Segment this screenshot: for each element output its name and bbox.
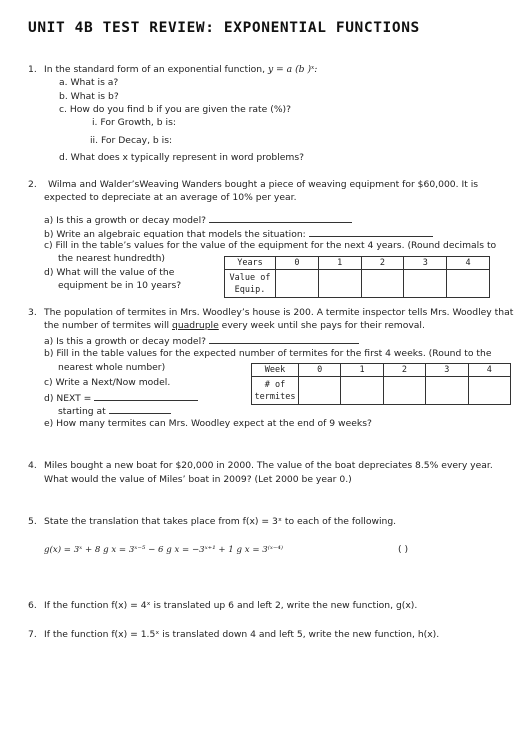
q1-part-a: a. What is a? (59, 77, 119, 88)
q3-table-cell[interactable] (426, 377, 468, 405)
q1-number: 1. (28, 64, 37, 75)
q7-number: 7. (28, 629, 37, 640)
q3-table-cell[interactable] (299, 377, 341, 405)
q2-table-row-label-1: Value of (229, 272, 271, 283)
q3-table-row-label-2: termites (254, 391, 296, 402)
q2-table-cell[interactable] (361, 270, 404, 298)
q3-part-d-text: d) NEXT = (44, 393, 92, 404)
q2-part-d-line2: equipment be in 10 years? (58, 280, 182, 291)
q2-table-cell[interactable] (276, 270, 319, 298)
q2-table-cell[interactable] (447, 270, 490, 298)
q2-part-d-line1: d) What will the value of the (44, 267, 175, 278)
q3-answer-blank-next[interactable] (94, 391, 198, 401)
q5-functions: g(x) = 3ˣ + 8 g x = 3ˣ⁻⁵ − 6 g x = −3ˣ⁺¹ + 1 g x = 3⁽ˣ⁻⁴⁾ (44, 545, 283, 555)
q5-stem: State the translation that takes place from f(x) = 3ˣ to each of the following. (44, 516, 397, 527)
q2-table-cell[interactable] (404, 270, 447, 298)
q2-answer-blank-b[interactable] (309, 227, 433, 237)
q3-part-c: c) Write a Next/Now model. (44, 377, 171, 388)
q2-table-col-4: 4 (447, 257, 490, 270)
q2-line2: expected to depreciate at an average of 10% per year. (44, 192, 297, 203)
q2-part-c-line1: c) Fill in the table’s values for the value of the equipment for the next 4 years. (Round decimals to (44, 240, 497, 251)
q2-table-row-label (225, 270, 276, 298)
q1-part-b: b. What is b? (59, 91, 119, 102)
q2-answer-blank-a[interactable] (209, 213, 352, 223)
q3-part-b-line2: nearest whole number) (58, 362, 166, 373)
q6-text: If the function f(x) = 4ˣ is translated up 6 and left 2, write the new function, g(x). (44, 600, 418, 611)
q3-table-cell[interactable] (468, 377, 510, 405)
q5-paren: ( ) (398, 544, 409, 555)
q3-number: 3. (28, 307, 37, 318)
q2-part-c-line2: the nearest hundredth) (58, 253, 166, 264)
q2-table (224, 256, 490, 298)
q2-number: 2. (28, 179, 37, 190)
q3-table-cell[interactable] (383, 377, 425, 405)
q2-table-col-2: 2 (361, 257, 404, 270)
q1-stem-text: In the standard form of an exponential function, (44, 64, 266, 75)
q6-number: 6. (28, 600, 37, 611)
q3-line2-post: every week until she pays for their removal. (218, 320, 425, 331)
q2-part-a (44, 213, 352, 227)
q2-table-cell[interactable] (318, 270, 361, 298)
q3-table-col-2: 2 (383, 364, 425, 377)
q3-table-row-label-1: # of (264, 379, 286, 390)
q3-part-e: e) How many termites can Mrs. Woodley expect at the end of 9 weeks? (44, 418, 372, 429)
q3-table-col-4: 4 (468, 364, 510, 377)
q3-table-col-1: 1 (341, 364, 383, 377)
q3-line2 (44, 320, 425, 332)
q2-table-col-0: 0 (276, 257, 319, 270)
q3-table-header-label: Week (252, 364, 299, 377)
q4-number: 4. (28, 460, 37, 471)
q2-table-col-1: 1 (318, 257, 361, 270)
q2-part-b-text: b) Write an algebraic equation that models the situation: (44, 229, 306, 240)
q3-line1: The population of termites in Mrs. Woodley’s house is 200. A termite inspector tells Mrs. Woodley that (44, 307, 514, 318)
q3-part-d (44, 391, 198, 405)
q2-part-b (44, 227, 433, 241)
q3-line2-underlined: quadruple (171, 320, 219, 331)
q3-part-a (44, 334, 359, 348)
q3-line2-pre: the number of termites will (44, 320, 172, 331)
q1-part-c-ii: ii. For Decay, b is: (90, 135, 173, 146)
q3-table-cell[interactable] (341, 377, 383, 405)
q3-table-col-3: 3 (426, 364, 468, 377)
q3-part-d-start (58, 404, 171, 418)
q1-part-d: d. What does x typically represent in word problems? (59, 152, 305, 163)
q1-formula: y = a (b )ˣ: (267, 64, 318, 75)
q2-part-a-text: a) Is this a growth or decay model? (44, 215, 207, 226)
q3-answer-blank-start[interactable] (109, 404, 171, 414)
q2-table-col-3: 3 (404, 257, 447, 270)
q2-table-header-label: Years (225, 257, 276, 270)
q1-part-c: c. How do you find b if you are given the rate (%)? (59, 104, 292, 115)
q7-text: If the function f(x) = 1.5ˣ is translated down 4 and left 5, write the new function, h(x). (44, 629, 440, 640)
q3-table-col-0: 0 (299, 364, 341, 377)
q3-answer-blank-a[interactable] (209, 334, 359, 344)
q2-table-row-label-2: Equip. (234, 284, 266, 295)
q4-line2: What would the value of Miles’ boat in 2009? (Let 2000 be year 0.) (44, 474, 352, 485)
q1-stem (44, 64, 317, 76)
q3-part-d-start-text: starting at (58, 406, 106, 417)
page-title: UNIT 4B TEST REVIEW: EXPONENTIAL FUNCTIONS (28, 20, 420, 36)
q2-line1: Wilma and Walder’sWeaving Wanders bought a piece of weaving equipment for $60,000. It is (48, 179, 479, 190)
q5-number: 5. (28, 516, 37, 527)
q4-line1: Miles bought a new boat for $20,000 in 2000. The value of the boat depreciates 8.5% every year. (44, 460, 493, 471)
q3-part-b-line1: b) Fill in the table values for the expected number of termites for the first 4 weeks. (Round to the (44, 348, 492, 359)
q3-part-a-text: a) Is this a growth or decay model? (44, 336, 207, 347)
q3-table (251, 363, 511, 405)
q3-table-row-label (252, 377, 299, 405)
q1-part-c-i: i. For Growth, b is: (92, 117, 176, 128)
